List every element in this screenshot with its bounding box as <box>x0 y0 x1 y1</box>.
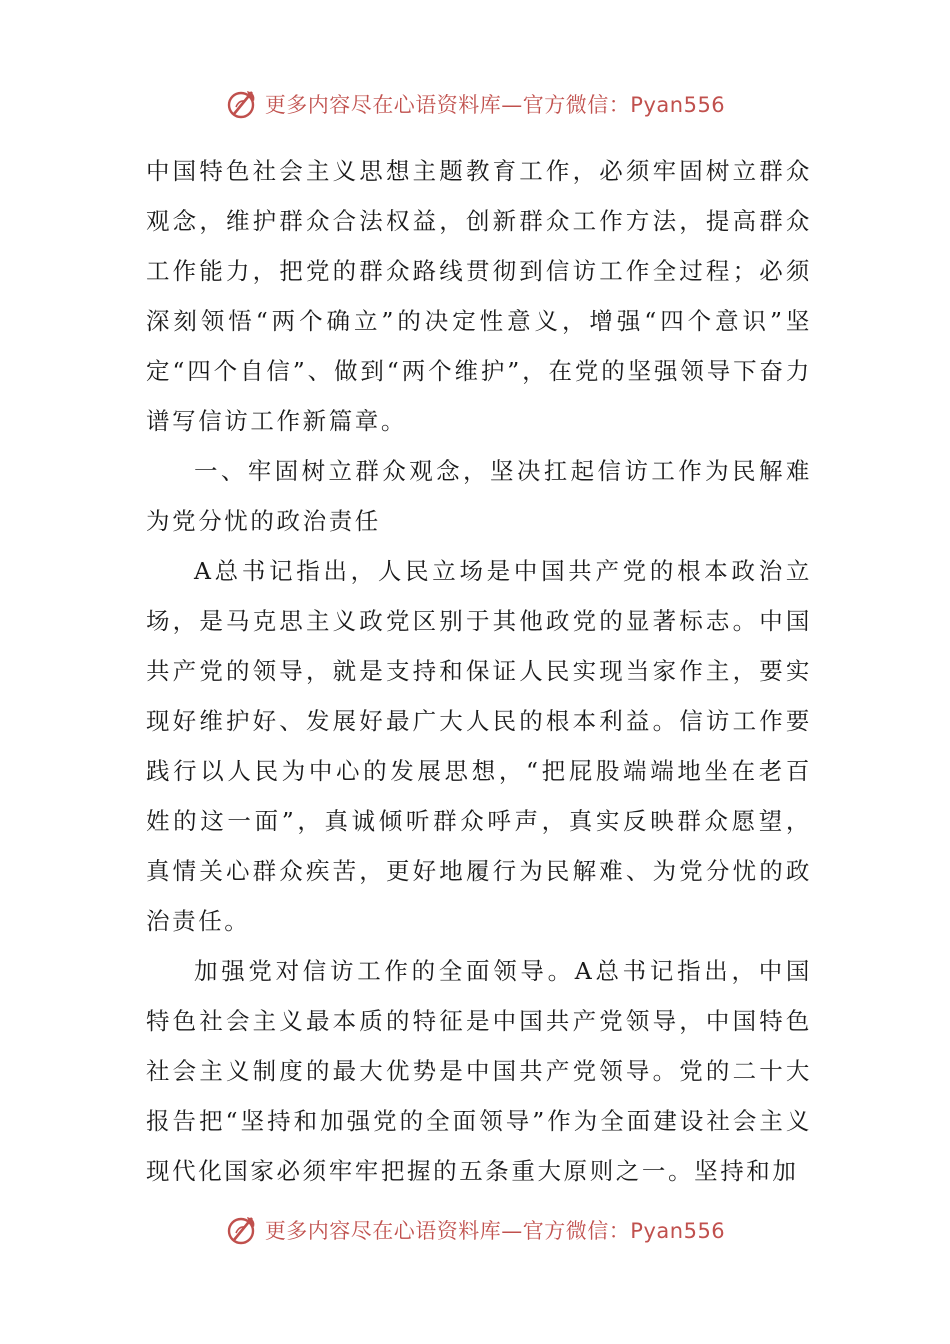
section-heading: 一、牢固树立群众观念，坚决扛起信访工作为民解难为党分忧的政治责任 <box>146 457 812 535</box>
quill-logo-icon <box>225 87 259 121</box>
document-body <box>146 146 812 1196</box>
header-watermark <box>0 84 950 124</box>
body-paragraph: 中国特色社会主义思想主题教育工作，必须牢固树立群众观念，维护群众合法权益，创新群众工作方法，提高群众工作能力，把党的群众路线贯彻到信访工作全过程；必须深刻领悟“两个确立”的决定性意义，增强“四个意识”坚定“四个自信”、做到“两个维护”，在党的坚强领导下奋力谱写信访工作新篇章。 <box>146 157 812 435</box>
quill-logo-icon <box>225 1213 259 1247</box>
body-paragraph: 加强党对信访工作的全面领导。A总书记指出，中国特色社会主义最本质的特征是中国共产党领导，中国特色社会主义制度的最大优势是中国共产党领导。党的二十大报告把“坚持和加强党的全面领导”作为全面建设社会主义现代化国家必须牢牢把握的五条重大原则之一。坚持和加 <box>146 957 812 1185</box>
footer-watermark <box>0 1210 950 1250</box>
watermark-text: 更多内容尽在心语资料库—官方微信：Pyan556 <box>264 93 726 117</box>
body-paragraph: A总书记指出，人民立场是中国共产党的根本政治立场，是马克思主义政党区别于其他政党的显著标志。中国共产党的领导，就是支持和保证人民实现当家作主，要实现好维护好、发展好最广大人民的根本利益。信访工作要践行以人民为中心的发展思想，“把屁股端端地坐在老百姓的这一面”，真诚倾听群众呼声，真实反映群众愿望，真情关心群众疾苦，更好地履行为民解难、为党分忧的政治责任。 <box>146 557 812 935</box>
watermark-text: 更多内容尽在心语资料库—官方微信：Pyan556 <box>264 1219 726 1243</box>
